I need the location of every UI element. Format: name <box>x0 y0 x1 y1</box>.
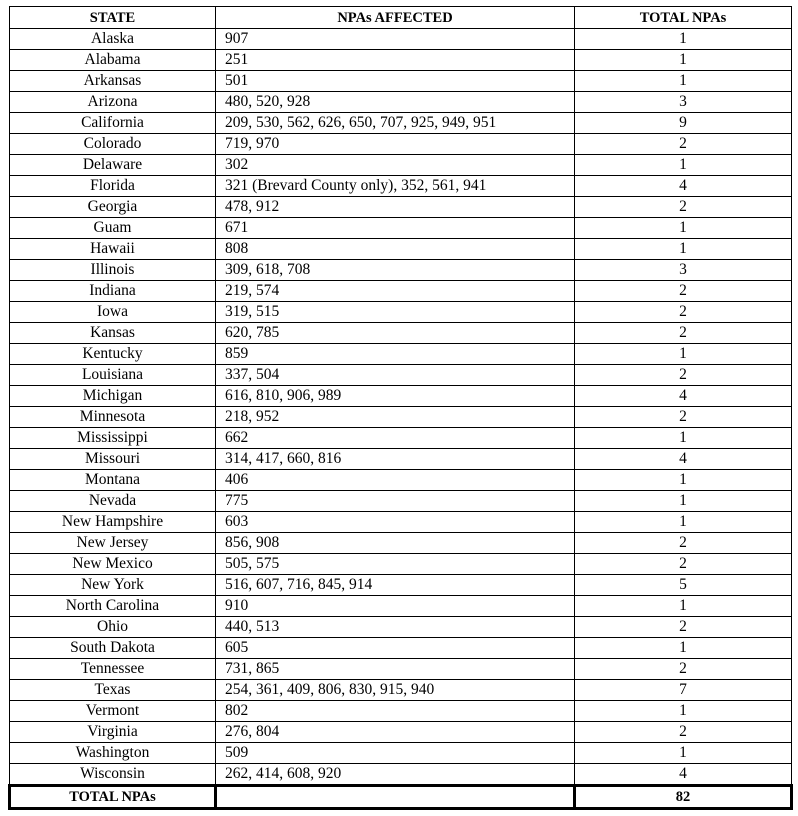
total-cell: 1 <box>575 155 792 176</box>
table-row <box>10 491 792 512</box>
total-cell: 2 <box>575 302 792 323</box>
state-cell: Arkansas <box>10 71 216 92</box>
state-cell: Hawaii <box>10 239 216 260</box>
state-cell: Iowa <box>10 302 216 323</box>
npas-cell: 671 <box>216 218 575 239</box>
npas-cell: 808 <box>216 239 575 260</box>
table-row <box>10 281 792 302</box>
npas-cell: 620, 785 <box>216 323 575 344</box>
header-row <box>10 7 792 29</box>
state-cell: Illinois <box>10 260 216 281</box>
table-row <box>10 449 792 470</box>
npas-cell: 254, 361, 409, 806, 830, 915, 940 <box>216 680 575 701</box>
state-cell: Florida <box>10 176 216 197</box>
state-cell: Arizona <box>10 92 216 113</box>
total-cell: 2 <box>575 365 792 386</box>
state-cell: California <box>10 113 216 134</box>
total-cell: 1 <box>575 239 792 260</box>
total-cell: 1 <box>575 596 792 617</box>
state-cell: Guam <box>10 218 216 239</box>
state-cell: Minnesota <box>10 407 216 428</box>
npas-cell: 910 <box>216 596 575 617</box>
table-row <box>10 29 792 50</box>
state-cell: Virginia <box>10 722 216 743</box>
state-cell: Vermont <box>10 701 216 722</box>
total-cell: 4 <box>575 449 792 470</box>
state-cell: Ohio <box>10 617 216 638</box>
state-cell: Indiana <box>10 281 216 302</box>
npas-cell: 509 <box>216 743 575 764</box>
header-total-npas: TOTAL NPAs <box>575 7 792 29</box>
total-cell: 2 <box>575 134 792 155</box>
total-cell: 3 <box>575 260 792 281</box>
total-cell: 1 <box>575 638 792 659</box>
npas-cell: 802 <box>216 701 575 722</box>
table-row <box>10 176 792 197</box>
total-cell: 1 <box>575 512 792 533</box>
npas-cell: 262, 414, 608, 920 <box>216 764 575 786</box>
npas-cell: 907 <box>216 29 575 50</box>
table-row <box>10 701 792 722</box>
total-cell: 1 <box>575 50 792 71</box>
state-cell: Kentucky <box>10 344 216 365</box>
npas-cell: 321 (Brevard County only), 352, 561, 941 <box>216 176 575 197</box>
npas-cell: 276, 804 <box>216 722 575 743</box>
npas-cell: 337, 504 <box>216 365 575 386</box>
npas-cell: 440, 513 <box>216 617 575 638</box>
npas-cell: 251 <box>216 50 575 71</box>
table-row <box>10 50 792 71</box>
state-cell: Alaska <box>10 29 216 50</box>
npas-cell: 719, 970 <box>216 134 575 155</box>
state-cell: Montana <box>10 470 216 491</box>
total-cell: 1 <box>575 470 792 491</box>
table-row <box>10 218 792 239</box>
table-row <box>10 239 792 260</box>
total-cell: 2 <box>575 659 792 680</box>
table-row <box>10 575 792 596</box>
state-cell: Michigan <box>10 386 216 407</box>
state-cell: Delaware <box>10 155 216 176</box>
npas-cell: 478, 912 <box>216 197 575 218</box>
npas-cell: 516, 607, 716, 845, 914 <box>216 575 575 596</box>
header-state: STATE <box>10 7 216 29</box>
table-row <box>10 554 792 575</box>
table-row <box>10 71 792 92</box>
npas-cell: 480, 520, 928 <box>216 92 575 113</box>
state-cell: Georgia <box>10 197 216 218</box>
state-cell: Mississippi <box>10 428 216 449</box>
total-cell: 1 <box>575 218 792 239</box>
npas-cell: 314, 417, 660, 816 <box>216 449 575 470</box>
table-header <box>10 7 792 29</box>
npas-cell: 302 <box>216 155 575 176</box>
state-cell: Washington <box>10 743 216 764</box>
total-cell: 2 <box>575 197 792 218</box>
table-row <box>10 302 792 323</box>
table-row <box>10 764 792 786</box>
state-cell: South Dakota <box>10 638 216 659</box>
state-cell: Louisiana <box>10 365 216 386</box>
table-row <box>10 659 792 680</box>
total-cell: 2 <box>575 323 792 344</box>
table-row <box>10 743 792 764</box>
table-row <box>10 134 792 155</box>
npas-cell: 605 <box>216 638 575 659</box>
npas-cell: 662 <box>216 428 575 449</box>
table-row <box>10 155 792 176</box>
table-row <box>10 638 792 659</box>
state-cell: Alabama <box>10 50 216 71</box>
table-footer <box>10 786 792 809</box>
total-cell: 5 <box>575 575 792 596</box>
total-cell: 2 <box>575 533 792 554</box>
npas-cell: 309, 618, 708 <box>216 260 575 281</box>
total-cell: 1 <box>575 701 792 722</box>
state-cell: Wisconsin <box>10 764 216 786</box>
state-cell: Kansas <box>10 323 216 344</box>
table-row <box>10 596 792 617</box>
table-row <box>10 113 792 134</box>
total-cell: 2 <box>575 281 792 302</box>
table-row <box>10 197 792 218</box>
table-row <box>10 470 792 491</box>
state-cell: Texas <box>10 680 216 701</box>
npas-cell: 856, 908 <box>216 533 575 554</box>
state-cell: New Hampshire <box>10 512 216 533</box>
total-cell: 1 <box>575 344 792 365</box>
state-cell: New Mexico <box>10 554 216 575</box>
npas-cell: 209, 530, 562, 626, 650, 707, 925, 949, 951 <box>216 113 575 134</box>
total-cell: 1 <box>575 29 792 50</box>
total-cell: 4 <box>575 386 792 407</box>
table-row <box>10 428 792 449</box>
npas-cell: 859 <box>216 344 575 365</box>
table-row <box>10 344 792 365</box>
state-cell: Colorado <box>10 134 216 155</box>
total-cell: 2 <box>575 407 792 428</box>
npas-cell: 406 <box>216 470 575 491</box>
footer-row <box>10 786 792 809</box>
total-cell: 2 <box>575 722 792 743</box>
table-row <box>10 512 792 533</box>
total-cell: 1 <box>575 491 792 512</box>
state-cell: Missouri <box>10 449 216 470</box>
npas-cell: 731, 865 <box>216 659 575 680</box>
table-row <box>10 92 792 113</box>
footer-npas-cell <box>216 786 575 809</box>
npas-cell: 616, 810, 906, 989 <box>216 386 575 407</box>
state-cell: New Jersey <box>10 533 216 554</box>
npa-table <box>8 6 793 810</box>
table-row <box>10 386 792 407</box>
total-cell: 3 <box>575 92 792 113</box>
table-row <box>10 365 792 386</box>
table-row <box>10 617 792 638</box>
footer-total-label: TOTAL NPAs <box>10 786 216 809</box>
state-cell: North Carolina <box>10 596 216 617</box>
total-cell: 2 <box>575 617 792 638</box>
npas-cell: 218, 952 <box>216 407 575 428</box>
table-row <box>10 533 792 554</box>
table-body <box>10 29 792 786</box>
npas-cell: 775 <box>216 491 575 512</box>
total-cell: 1 <box>575 743 792 764</box>
table-row <box>10 407 792 428</box>
table-row <box>10 260 792 281</box>
state-cell: Nevada <box>10 491 216 512</box>
npas-cell: 505, 575 <box>216 554 575 575</box>
state-cell: New York <box>10 575 216 596</box>
npas-cell: 219, 574 <box>216 281 575 302</box>
table-row <box>10 680 792 701</box>
header-npas-affected: NPAs AFFECTED <box>216 7 575 29</box>
total-cell: 1 <box>575 428 792 449</box>
total-cell: 4 <box>575 764 792 786</box>
total-cell: 4 <box>575 176 792 197</box>
footer-total-value: 82 <box>575 786 792 809</box>
npas-cell: 501 <box>216 71 575 92</box>
total-cell: 2 <box>575 554 792 575</box>
npas-cell: 319, 515 <box>216 302 575 323</box>
table-row <box>10 722 792 743</box>
state-cell: Tennessee <box>10 659 216 680</box>
table-row <box>10 323 792 344</box>
total-cell: 1 <box>575 71 792 92</box>
total-cell: 7 <box>575 680 792 701</box>
total-cell: 9 <box>575 113 792 134</box>
npas-cell: 603 <box>216 512 575 533</box>
